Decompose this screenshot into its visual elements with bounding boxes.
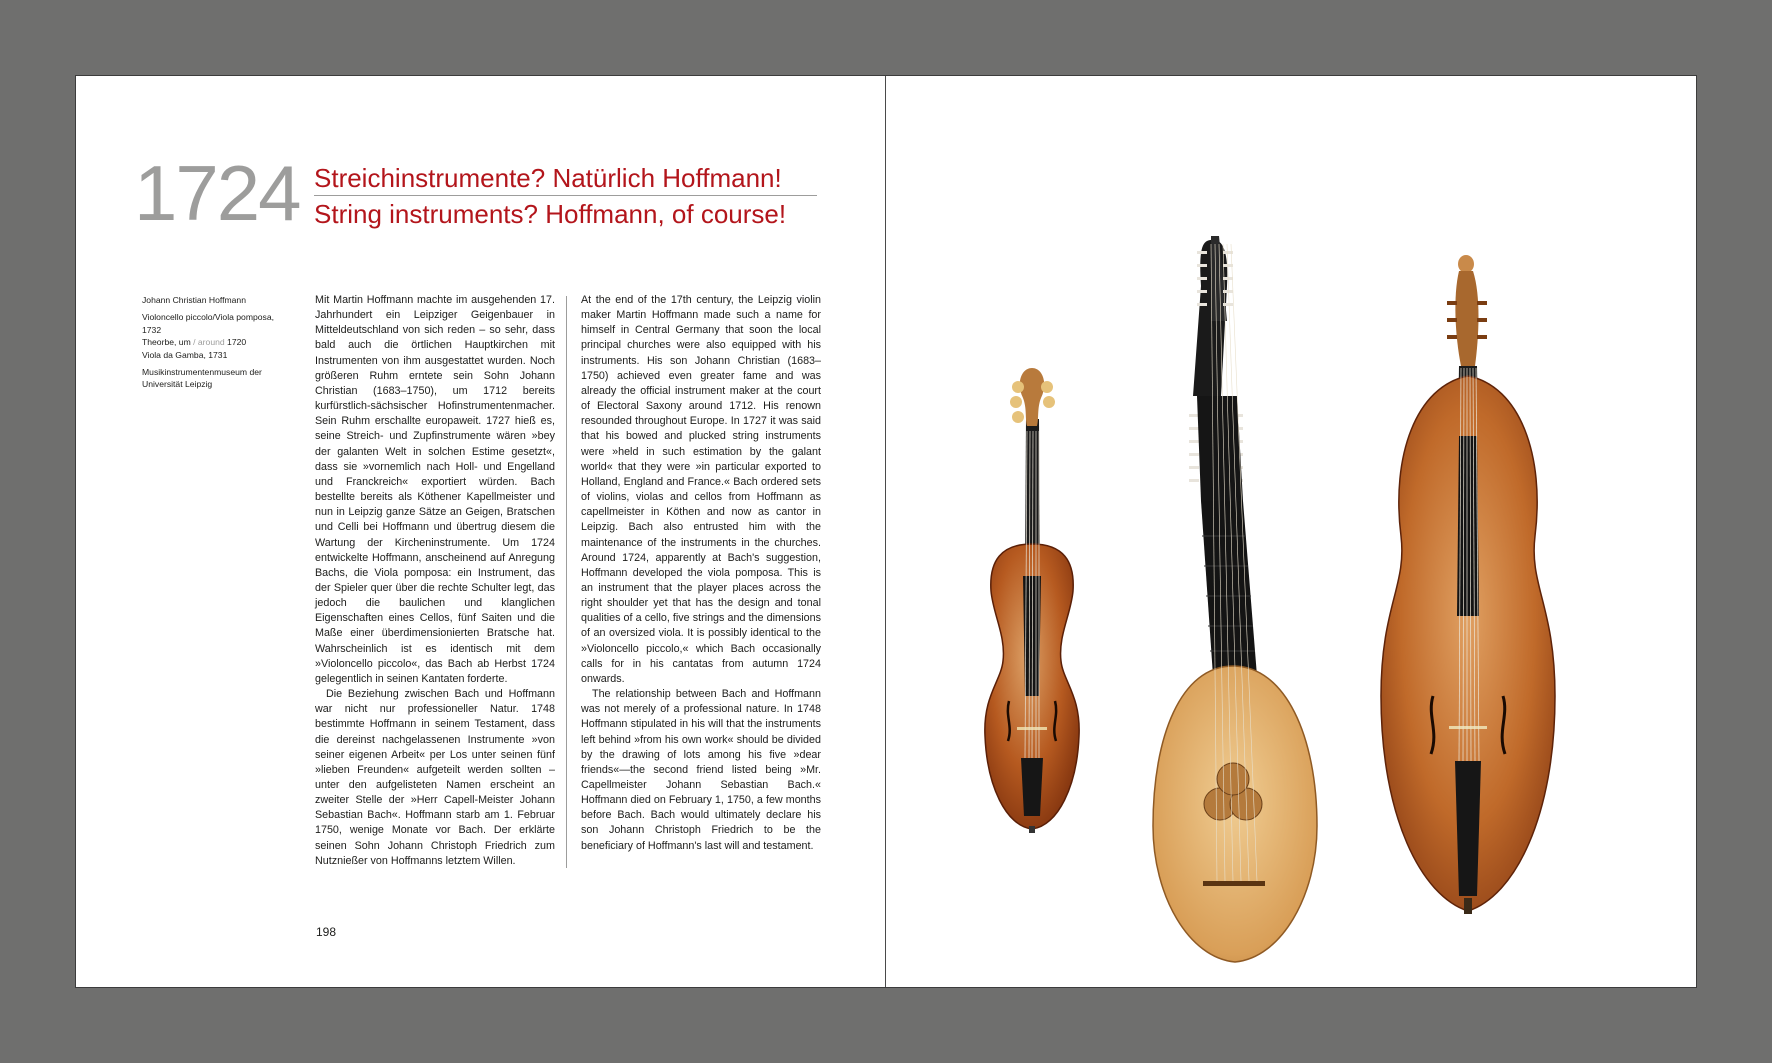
- image-caption: [142, 294, 292, 391]
- book-gutter: [885, 76, 886, 987]
- paragraph: Mit Martin Hoffmann machte im ausgehenden 17. Jahrhundert ein Leipziger Geigenbauer in Mitteldeutschland von sich reden – so sehr, dass bald auch die örtlichen Hauptkirchen mit Instrumenten von ihm ausgestattet wurden. Noch größeren Ruhm erntete sein Sohn Johann Christian (1683–1750), um 1712 bereits kurfürstlich-sächsischer Hofinstrumentenmacher. Sein Ruhm erschallte europaweit. 1727 hieß es, seine Streich- und Zupfinstrumente wären »bey der galanten Welt in solchen Estime gesetzt«, dass sie »vornemlich nach Holl- und Engelland und Franckreich« exportiert würden. Bach bestellte bereits als Köthener Kapellmeister und nun in Leipzig ganze Sätze an Geigen, Bratschen und Celli bei Hoffmann und übertrug diesem die Wartung der Kircheninstrumente. Um 1724 entwickelte Hoffmann, anscheinend auf Anregung Bachs, die Viola pomposa: ein Instrument, das der Spieler quer über die rechte Schulter legt, das jedoch die baulichen und klanglichen Eigenschaften eines Cellos, fünf Saiten und die Maße einer überdimensionierten Bratsche hat. Wahrscheinlich ist es identisch mit dem »Violoncello piccolo«, das Bach ab Herbst 1724 gelegentlich in seinen Kantaten forderte.: [315, 294, 555, 685]
- page-year: 1724: [134, 149, 300, 237]
- page-title-english: String instruments? Hoffmann, of course!: [314, 199, 787, 229]
- viola-da-gamba: [1381, 255, 1555, 914]
- caption-museum-line-1: Musikinstrumentenmuseum der: [142, 367, 262, 378]
- caption-maker: Johann Christian Hoffmann: [142, 295, 246, 305]
- book-spread: [75, 75, 1697, 988]
- page-number: 198: [316, 925, 337, 939]
- page-title-german: Streichinstrumente? Natürlich Hoffmann!: [314, 163, 782, 193]
- caption-museum-line-2: Universität Leipzig: [142, 379, 213, 390]
- caption-item-violoncello: Violoncello piccolo/Viola pomposa, 1732: [142, 312, 275, 335]
- paragraph: Die Beziehung zwischen Bach und Hoffmann war nicht nur professioneller Natur. 1748 bestimmte Hoffmann in seinem Testament, dass die dereinst nachgelassenen Instrumente »von seiner eigenen Arbeit« per Los unter seinen fünf »lieben Freunden« aufgeteilt werden sollten – unter den aufgelisteten Namen erscheint an zweiter Stelle der »Herr Capell-Meister Johann Sebastian Bach«. Hoffmann starb am 1. Februar 1750, wenige Monate vor Bach. Der erklärte seinen Sohn Johann Christoph Friedrich zum Nutznießer von Hoffmanns letztem Willen.: [315, 688, 555, 867]
- paragraph: The relationship between Bach and Hoffmann was not merely of a professional nature. In 1748 Hoffmann stipulated in his will that the instruments left behind »from his own work« should be divided by the drawing of lots among his five »dear friends«—the second friend listed being »Mr. Capellmeister Johann Sebastian Bach.« Hoffmann died on February 1, 1750, a few months before Bach. Bach would ultimately declare his son Johann Christoph Friedrich to be the beneficiary of Hoffmann's last will and testament.: [581, 688, 821, 852]
- body-text-german: [315, 293, 555, 869]
- instruments-photo: [961, 136, 1661, 976]
- instruments-illustration: [961, 136, 1661, 976]
- body-text-english: [581, 293, 821, 854]
- caption-item-theorbo: Theorbe, um / around 1720: [142, 337, 247, 348]
- caption-item-gamba: Viola da Gamba, 1731: [142, 349, 228, 360]
- violoncello-piccolo: [985, 368, 1079, 833]
- title-divider: [314, 195, 817, 196]
- column-divider: [566, 296, 567, 868]
- paragraph: At the end of the 17th century, the Leipzig violin maker Martin Hoffmann made such a name for himself in Central Germany that soon the local principal churches were also equipped with his instruments. His son Johann Christian (1683–1750) achieved even greater fame and was already the official instrument maker at the court of Electoral Saxony around 1712. His renown resounded throughout Europe. In 1727 it was said that his bowed and plucked string instruments were »held in such estimation by the galant world« that they were »in particular exported to Holland, England and France.« Bach ordered sets of violins, violas and cellos from Hoffmann as capellmeister in Köthen and now as cantor in Leipzig. Bach also entrusted him with the maintenance of the instruments in the churches. Around 1724, apparently at Bach's suggestion, Hoffmann developed the viola pomposa. This is an instrument that the player places across the right shoulder yet that has the design and tonal qualities of a cello, five strings and the dimensions of an oversized viola. It is possibly identical to the »Violoncello piccolo,« which Bach occasionally calls for in his cantatas from autumn 1724 onwards.: [581, 294, 821, 685]
- theorbo: [1153, 236, 1317, 962]
